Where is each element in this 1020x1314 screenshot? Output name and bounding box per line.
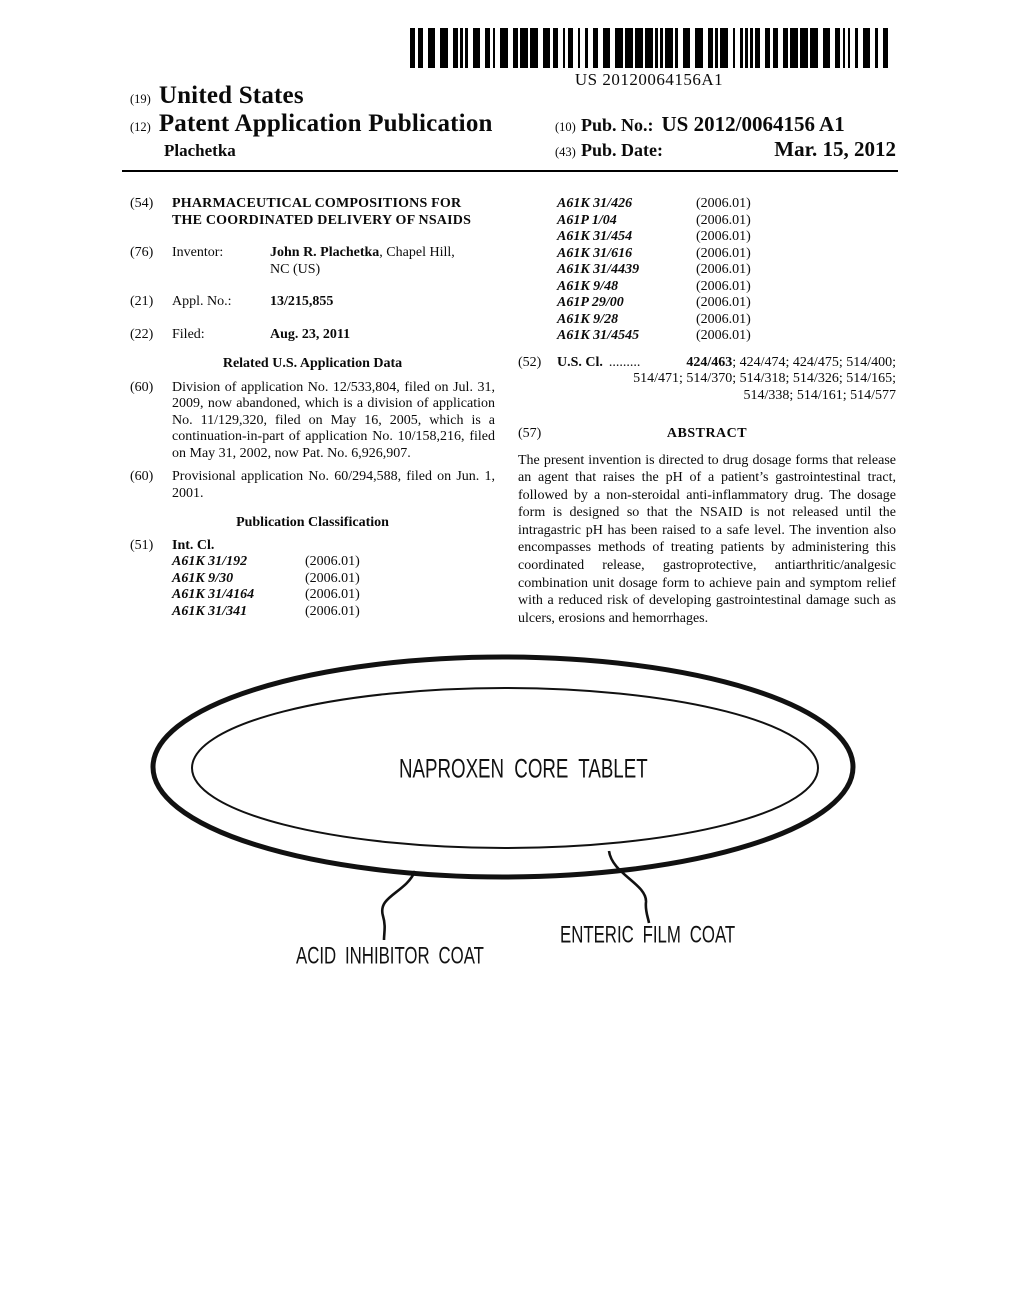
int-cl-year: (2006.01) [696,262,751,277]
enteric-leader-line [609,851,649,923]
int-cl-entry [130,587,495,604]
int-cl-code: A61K 31/616 [557,245,633,261]
int-cl-code: A61K 31/454 [557,229,633,244]
field-num-76: (76) [130,245,154,260]
filed-label: Filed: [172,326,205,342]
int-cl-label: Int. Cl. [172,537,215,553]
int-cl-entry [130,554,495,571]
field-num-51: (51) [130,537,154,553]
tablet-diagram [0,645,1020,1015]
us-cl-line3: 514/338; 514/161; 514/577 [743,387,896,403]
right-column [518,196,896,627]
appl-no-value: 13/215,855 [270,294,334,309]
int-cl-year: (2006.01) [305,603,360,619]
int-cl-year: (2006.01) [696,212,751,228]
header-right [555,112,896,162]
title-section [130,196,495,229]
int-cl-year: (2006.01) [696,328,751,343]
int-cl-section [130,538,495,555]
inventor-row [130,245,495,278]
left-column [130,196,495,620]
barcode-number: US 20120064156A1 [574,70,724,89]
kind-code-12: (12) [130,120,151,134]
enteric-film-label: ENTERIC FILM COAT [560,921,736,949]
int-cl-entry [518,213,896,230]
int-cl-year: (2006.01) [696,295,751,310]
pub-no-value: US 2012/0064156 A1 [661,112,845,136]
acid-inhibitor-label: ACID INHIBITOR COAT [296,942,484,970]
inventor-label: Inventor: [172,245,224,260]
field-num-52: (52) [518,354,542,370]
appl-no-row [130,294,495,311]
abstract-text: The present invention is directed to drug dosage forms that release an agent that raises the pH of a patient’s gastrointestinal tract, followed by a non-steroidal anti-inflammatory drug. The dosage form is designed so that the NSAID is not released until the intragastric pH has been raised to a safe level. The invention also encompasses methods of treating patients by administering this coordinated release, gastroprotective, antiarthritic/analgesic combination unit dosage form to achieve pain and symptom relief with a reduced risk of developing gastrointestinal damage such as ulcers, erosions and hemorrhages. [518,452,896,626]
int-cl-code: A61K 31/426 [557,196,633,211]
inventor-name: John R. Plachetka [270,245,380,260]
int-cl-code: A61K 31/341 [172,603,248,619]
barcode-bars [410,28,888,68]
field-num-60b: (60) [130,469,154,484]
int-cl-entry [518,262,896,279]
int-cl-year: (2006.01) [696,278,751,294]
int-cl-code: A61K 31/4545 [557,328,640,343]
related-paragraph [130,380,495,463]
related-text-2: Provisional application No. 60/294,588, filed on Jun. 1, 2001. [172,469,495,501]
header-left [130,82,493,161]
abstract-heading: ABSTRACT [666,426,748,441]
int-cl-year: (2006.01) [696,229,751,244]
inventor-value [270,245,495,278]
acid-leader-line [382,871,415,940]
us-cl-label: U.S. Cl. [557,354,603,370]
int-cl-year: (2006.01) [696,245,751,261]
inventor-location-2: NC (US) [270,261,321,277]
int-cl-code: A61P 29/00 [557,295,624,310]
barcode [410,28,888,90]
invention-title: PHARMACEUTICAL COMPOSITIONS FOR THE COORDINATED DELIVERY OF NSAIDS [172,196,472,228]
inventor-location-1: , Chapel Hill, [379,245,455,260]
related-paragraph [130,469,495,502]
int-cl-year: (2006.01) [305,587,360,602]
int-cl-code: A61K 9/48 [557,278,619,294]
kind-code-43: (43) [555,145,576,159]
int-cl-entry [518,312,896,329]
field-num-57: (57) [518,426,542,441]
int-cl-entry [518,328,896,345]
field-num-60a: (60) [130,379,154,395]
core-tablet-label: NAPROXEN CORE TABLET [399,753,648,784]
int-cl-code: A61K 31/4164 [172,587,255,602]
publication-classification-heading: Publication Classification [236,515,389,530]
kind-code-19: (19) [130,92,151,106]
field-num-22: (22) [130,326,154,342]
kind-code-10: (10) [555,120,576,134]
related-text-1: Division of application No. 12/533,804, filed on Jul. 31, 2009, now abandoned, which is a division of application No. 11/129,320, filed on May 16, 2005, which is a continuation-in-part of application No. 10/158,216, filed on May 31, 2002, now Pat. No. 6,926,907. [172,379,495,461]
int-cl-entry [518,295,896,312]
us-cl-line1 [646,355,896,372]
filed-value: Aug. 23, 2011 [270,326,351,342]
us-cl-section [518,355,896,405]
int-cl-year: (2006.01) [305,570,360,586]
us-cl-dots: ......... [608,354,641,370]
int-cl-code: A61K 9/30 [172,570,234,586]
inventor-surname: Plachetka [164,141,236,160]
int-cl-entry [130,604,495,621]
document-type: Patent Application Publication [158,110,493,137]
country-name: United States [158,82,304,109]
pub-date-label: Pub. Date: [581,140,663,160]
int-cl-code: A61K 9/28 [557,311,619,327]
int-cl-entry [518,229,896,246]
us-cl-secondary: ; 424/474; 424/475; 514/400; [732,354,896,370]
pub-no-label: Pub. No.: [581,115,654,135]
int-cl-entry [518,196,896,213]
int-cl-code: A61K 31/4439 [557,262,640,277]
field-num-54: (54) [130,196,154,211]
us-cl-line2: 514/471; 514/370; 514/318; 514/326; 514/165; [633,371,896,386]
field-num-21: (21) [130,294,154,309]
filed-row [130,327,495,344]
pub-date-value: Mar. 15, 2012 [774,137,896,161]
int-cl-entry [518,279,896,296]
int-cl-entry [130,571,495,588]
int-cl-entry [518,246,896,263]
int-cl-year: (2006.01) [696,311,751,327]
int-cl-year: (2006.01) [305,554,360,569]
int-cl-code: A61K 31/192 [172,554,248,569]
int-cl-code: A61P 1/04 [557,212,617,228]
us-cl-primary: 424/463 [686,354,733,370]
abstract-heading-row [518,426,896,443]
related-data-heading: Related U.S. Application Data [222,356,403,371]
header-divider [122,170,898,172]
appl-no-label: Appl. No.: [172,294,232,309]
int-cl-year: (2006.01) [696,196,751,211]
